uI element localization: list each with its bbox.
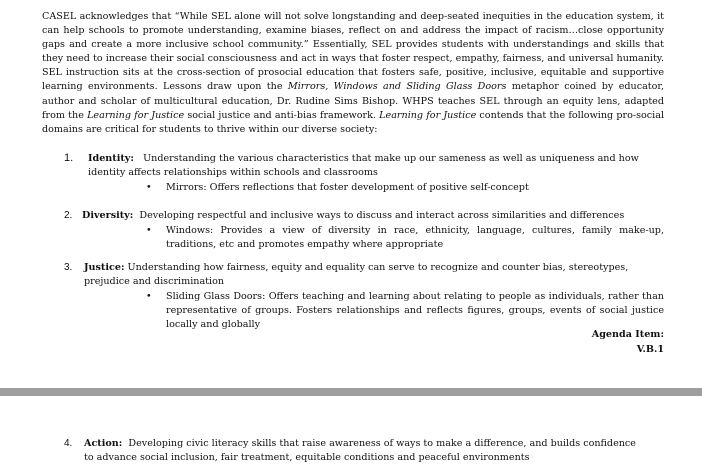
intro-text-2: metaphor coined by educator, author and scholar of multicultural education, Dr. Rudine Sims Bishop. WHPS teaches SEL through an equity lens, adapted from the xyxy=(42,81,665,121)
agenda-label: Agenda Item: xyxy=(591,329,664,340)
domain-term: Justice xyxy=(84,262,121,273)
bullet-dot: • xyxy=(146,225,152,236)
domain-description: Developing civic literacy skills that raise awareness of ways to make a difference, and builds confidence to advance social inclusion, fair treatment, equitable conditions and peaceful environments xyxy=(84,438,636,463)
bullet-dot: • xyxy=(146,182,152,193)
intro-text-4: contends that the following pro-social domains are critical for students to thrive within our diverse society: xyxy=(42,109,665,135)
intro-paragraph xyxy=(42,10,664,137)
bullet-text: Windows: Provides a view of diversity in race, ethnicity, language, cultures, family make-up, traditions, etc and promotes empathy where appropriate xyxy=(166,225,664,250)
domain-term: Action xyxy=(84,438,119,449)
intro-text-1: CASEL acknowledges that “While SEL alone will not solve longstanding and deep-seated inequities in the education system, it can help schools to promote understanding, examine biases, reflect on and address the impact of racism…close opportunity gaps and create a more inclusive school community.” Essentially, SEL provides students with understandings and skills that they need to increase their social consciousness and act in ways that foster respect, empathy, fairness, and universal humanity. SEL instruction sits at the cross-section of prosocial education that fosters safe, positive, inclusive, equitable and supportive learning environments. Lessons draw upon the xyxy=(42,11,664,93)
bullet-text: Sliding Glass Doors: Offers teaching and learning about relating to people as individuals, rather than representative of groups. Fosters relationships and reflects figures, groups, events of social justice locally and globally xyxy=(166,291,664,330)
framework-name-2: Learning for Justice xyxy=(379,109,477,121)
domain-number: 4. xyxy=(64,438,73,449)
domain-text: Diversity: Developing respectful and inclusive ways to discuss and interact across similarities and differences xyxy=(82,210,625,221)
domain-number: 3. xyxy=(64,262,73,273)
framework-name: Learning for Justice xyxy=(87,109,185,121)
domain-text: Action: Developing civic literacy skills that raise awareness of ways to make a difference, and builds confidence to advance social inclusion, fair treatment, equitable conditions and peaceful environments xyxy=(84,438,636,463)
page-2 xyxy=(0,396,702,473)
domain-text: Justice: Understanding how fairness, equity and equality can serve to recognize and counter bias, stereotypes, prejudice and discrimination xyxy=(84,262,629,287)
bullet-dot: • xyxy=(146,291,152,302)
domain-description: Developing respectful and inclusive ways to discuss and interact across similarities and differences xyxy=(139,210,625,221)
domain-description: Understanding the various characteristics that make up our sameness as well as uniqueness and how identity affects relationships within schools and classrooms xyxy=(88,153,639,178)
bullet-text: Mirrors: Offers reflections that foster development of positive self-concept xyxy=(166,182,529,193)
domain-description: Understanding how fairness, equity and equality can serve to recognize and counter bias, stereotypes, prejudice and discrimination xyxy=(84,262,629,287)
book-title: Mirrors, Windows and Sliding Glass Doors xyxy=(287,81,507,93)
domain-number: 2. xyxy=(64,210,73,221)
domain-text: Identity: Understanding the various characteristics that make up our sameness as well as uniqueness and how identity affects relationships within schools and classrooms xyxy=(88,153,639,178)
intro-text-3: social justice and anti-bias framework. xyxy=(184,109,380,121)
domain-term: Identity xyxy=(88,153,131,164)
domain-term: Diversity xyxy=(82,210,130,221)
domain-number: 1. xyxy=(64,152,74,164)
agenda-item xyxy=(592,328,664,357)
agenda-value: V.B.1 xyxy=(636,343,664,355)
page-divider xyxy=(0,388,702,396)
